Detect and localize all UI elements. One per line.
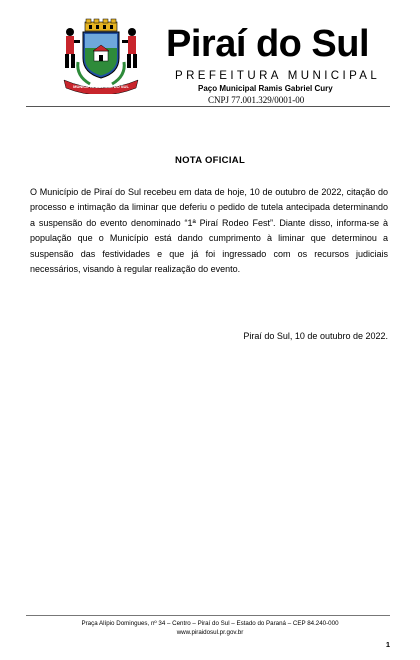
org-subtitle: PREFEITURA MUNICIPAL (175, 70, 381, 82)
municipal-crest (56, 18, 146, 94)
page-number: 1 (385, 640, 390, 649)
footer-website: www.piraidosul.pr.gov.br (176, 629, 244, 636)
document-body: O Município de Piraí do Sul recebeu em data de hoje, 10 de outubro de 2022, citação do processo e intimação da liminar que deferiu o pedido de tutela antecipada determinando a suspensão do evento denominado “1ª Piraí Rodeo Fest”. Diante disso, informa-se à população que o Município está dando cumprimento à liminar que determinou a suspensão das festividades e que já foi ingressado com os recursos judiciais necessários, visando à regular realização do evento. (30, 187, 388, 275)
footer-divider (26, 615, 390, 616)
crest-banner (64, 80, 138, 94)
footer-address: Praça Alípio Domingues, nº 34 – Centro – Piraí do Sul – Estado do Paraná – CEP 84.240-000 (81, 620, 339, 627)
header-divider (26, 106, 390, 107)
cnpj-number: CNPJ 77.001.329/0001-00 (208, 95, 305, 105)
crest-motto: MUNICÍPIO DE PIRAÍ DO SUL (73, 84, 129, 89)
org-name: Piraí do Sul (166, 23, 370, 65)
crest-shield (83, 32, 119, 78)
document-dateline: Piraí do Sul, 10 de outubro de 2022. (243, 331, 388, 341)
document-title: NOTA OFICIAL (174, 155, 246, 166)
palace-name: Paço Municipal Ramis Gabriel Cury (198, 84, 333, 93)
crest-crown (85, 19, 117, 31)
